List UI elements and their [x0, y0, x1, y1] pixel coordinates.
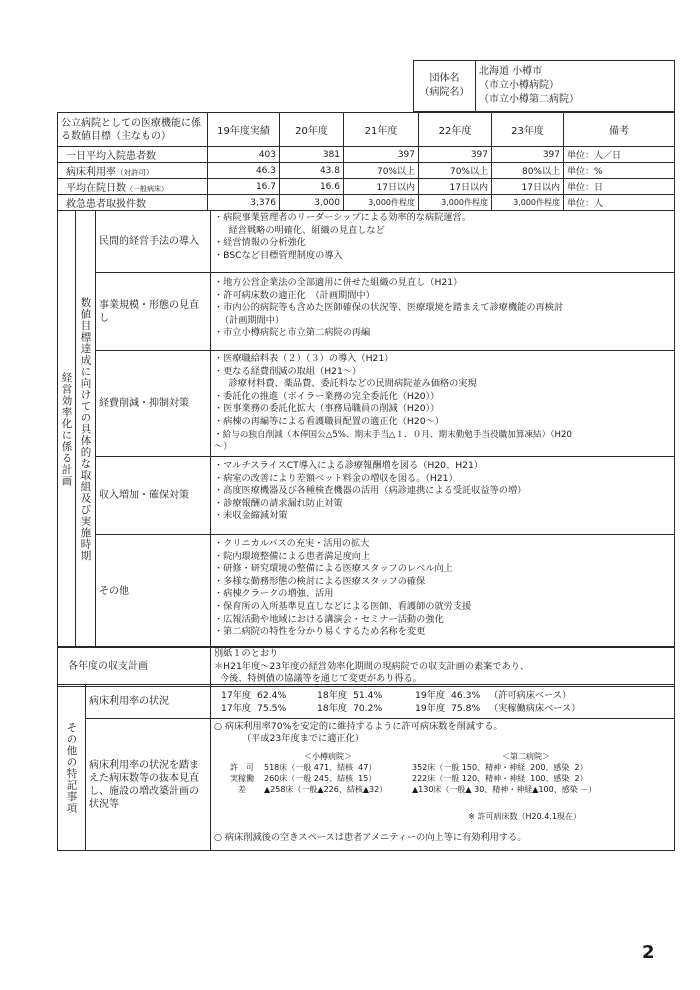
col-header: 備考	[564, 113, 675, 147]
plan-table	[57, 210, 675, 648]
plan-section-title: 経費削減・抑制対策	[96, 351, 211, 457]
cell-value: 381	[280, 147, 344, 163]
cell-value: 397	[492, 147, 564, 163]
review-intro-1: ○ 病床利用率70%を安定的に維持するように許可病床数を削減する。	[214, 721, 503, 732]
bed-table-headers	[214, 751, 671, 762]
table-row	[58, 179, 675, 195]
cell-note: 単位：人／日	[564, 147, 675, 163]
plan-section-items	[211, 211, 675, 273]
org-line-2: （市立小樽病院）	[479, 80, 559, 91]
cell-value: 80%以上	[492, 163, 564, 179]
row-label-text: 救急患者取扱件数	[66, 199, 146, 210]
budget-line: 別紙１のとおり	[214, 648, 279, 659]
list-item: ～）	[214, 441, 233, 453]
list-item: ・市立小樽病院と市立第二病院の再編	[214, 327, 371, 339]
bed-otaru: ▲258床（一般▲226、結核▲32）	[264, 785, 388, 794]
cell-value: 3,000件程度	[492, 195, 564, 211]
bed-second: ▲130床（一般▲ 30、精神・神経▲100、感染 －）	[412, 785, 597, 794]
cell-value: 16.7	[208, 179, 280, 195]
plan-row	[58, 273, 675, 351]
list-item: ・医療職給料表（２）（３）の導入（H21）	[214, 353, 394, 364]
list-item: ・病室の改善により差額ベット料金の増収を図る。（H21）	[214, 472, 458, 484]
rate-value: 70.2%	[353, 702, 383, 714]
plan-outer-label-cell	[58, 211, 76, 648]
cell-value: 3,000件程度	[344, 195, 419, 211]
list-item: ・地方公営企業法の全部適用に併せた組織の見直し（H21）	[214, 277, 463, 288]
cell-value: 397	[344, 147, 419, 163]
org-name	[476, 61, 675, 112]
rate-value: 46.3%	[451, 689, 481, 701]
bed-row-label: 実稼働	[230, 774, 254, 783]
list-item: ・高度医療機器及び各種検査機器の活用（病診連携による受託収益等の増）	[214, 485, 527, 497]
plan-section-title: 収入増加・確保対策	[96, 457, 211, 535]
cell-value: 70%以上	[344, 163, 419, 179]
plan-inner-label: 数値目標達成に向けての具体的な取組及び実施時期	[79, 296, 92, 562]
cell-value: 3,376	[208, 195, 280, 211]
page-number: 2	[642, 942, 655, 963]
year-label: 18年度	[317, 702, 348, 714]
list-item: ・給与の独自削減（本俸国公△5%、期末手当△１．０月、期末勤勉手当役職加算凍結）（H20	[214, 429, 572, 440]
table-row	[214, 762, 671, 773]
review-content	[211, 719, 675, 851]
rate-value: 51.4%	[353, 689, 383, 701]
cell-value: 43.8	[280, 163, 344, 179]
list-item: ・クリニカルパスの充実・活用の拡大	[214, 538, 370, 549]
table-row	[58, 163, 675, 179]
row-label-text: 病床利用率	[66, 167, 116, 178]
cell-value: 17日以内	[344, 179, 419, 195]
plan-section-items	[211, 535, 675, 648]
row-label	[58, 179, 208, 195]
org-label: 団体名 （病院名）	[414, 61, 476, 112]
bed-otaru: 260床（一般 245、結核 15）	[264, 774, 377, 783]
list-item: 診療材料費、薬品費、委託料などの民間病院並み価格の実現	[214, 378, 477, 390]
org-line-1: 北海道 小樽市	[479, 66, 543, 77]
occupancy-values	[211, 685, 675, 719]
cell-value: 70%以上	[419, 163, 492, 179]
plan-section-title: 民間的経営手法の導入	[96, 211, 211, 273]
year-label: 19年度	[415, 689, 446, 701]
cell-value: 3,000	[280, 195, 344, 211]
cell-value: 397	[419, 147, 492, 163]
row-label-text: 一日平均入院患者数	[66, 151, 156, 162]
list-item: ・院内環境整備による患者満足度向上	[214, 550, 371, 562]
table-row	[58, 147, 675, 163]
cell-note: 単位：%	[564, 163, 675, 179]
basis-note: （実稼働病床ベース）	[489, 702, 581, 714]
list-item: ・更なる経費削減の取組（H21～）	[214, 365, 362, 377]
bed-otaru: 518床（一般 471、結核 47）	[264, 763, 377, 772]
list-item: ・許可病床数の適正化 （計画期間中）	[214, 289, 375, 301]
cell-value: 403	[208, 147, 280, 163]
targets-table	[57, 112, 675, 211]
col-header-second: ＜第二病院＞	[502, 752, 550, 761]
review-title: 病床利用率の状況を踏まえた病床数等の抜本見直し、施設の増改築計画の状況等	[86, 719, 211, 851]
col-header: 20年度	[280, 113, 344, 147]
plan-row	[58, 535, 675, 648]
bed-second: 352床（一般 150、精神・神経 200、感染 2）	[412, 763, 588, 772]
targets-header-label: 公立病院としての医療機能に係る数値目標（主なもの）	[58, 113, 208, 147]
table-row	[58, 195, 675, 211]
occupancy-row-1	[221, 689, 671, 702]
col-header: 19年度実績	[208, 113, 280, 147]
plan-row	[58, 351, 675, 457]
rate-value: 62.4%	[257, 689, 287, 701]
budget-lines	[211, 647, 675, 687]
col-header: 22年度	[419, 113, 492, 147]
list-item: ・保育所の入所基準見直しなどによる医師、看護師の就労支援	[214, 600, 472, 612]
budget-title: 各年度の収支計画	[58, 647, 211, 687]
year-label: 17年度	[221, 702, 252, 714]
plan-row	[58, 211, 675, 273]
year-label: 18年度	[317, 689, 348, 701]
plan-row	[58, 457, 675, 535]
row-label	[58, 163, 208, 179]
list-item: ・医事業務の委託化拡大（事務局職員の削減（H20））	[214, 403, 440, 415]
rate-value: 75.5%	[257, 702, 287, 714]
cell-note: 単位：日	[564, 179, 675, 195]
year-label: 17年度	[221, 689, 252, 701]
org-line-3: （市立小樽第二病院）	[479, 94, 579, 105]
list-item: ・マルチスライスCT導入による診療報酬増を図る（H20、H21）	[214, 460, 483, 471]
row-label-sub: （一般病床）	[126, 185, 168, 193]
review-closing: ○ 病床削減後の空きスペースは患者アメニティーの向上等に有効利用する。	[214, 832, 527, 843]
plan-section-items	[211, 457, 675, 535]
list-item: 経営戦略の明確化、組織の見直しなど	[214, 224, 385, 236]
cell-value: 3,000件程度	[419, 195, 492, 211]
plan-outer-label: 経営効率化に係る計画	[60, 371, 73, 487]
list-item: ・広報活動や地域における講演会・セミナー活動の強化	[214, 613, 444, 625]
list-item: ・多様な勤務形態の検討による医療スタッフの確保	[214, 575, 426, 587]
list-item: （計画期間中）	[214, 314, 285, 326]
row-label-text: 平均在院日数	[66, 183, 126, 194]
list-item: ・診療報酬の請求漏れ防止対策	[214, 497, 343, 509]
org-box	[413, 60, 675, 112]
occupancy-title: 病床利用率の状況	[86, 685, 211, 719]
plan-section-items	[211, 351, 675, 457]
rate-value: 75.8%	[451, 702, 481, 714]
occupancy-row-2	[221, 702, 671, 715]
basis-note: （許可病床ベース）	[489, 689, 572, 701]
review-intro-2: （平成23年度までに適正化）	[242, 733, 364, 744]
list-item: ・経営情報の分析強化	[214, 237, 306, 249]
budget-line: 今後、特例債の協議等を通じて変更があり得る。	[214, 673, 422, 685]
cell-value: 46.3	[208, 163, 280, 179]
budget-table	[57, 646, 675, 687]
plan-section-title: 事業規模・形態の見直し	[96, 273, 211, 351]
cell-note: 単位：人	[564, 195, 675, 211]
bed-second: 222床（一般 120、精神・神経 100、感染 2）	[412, 774, 588, 783]
list-item: ・第二病院の特性を分かり易くするため名称を変更	[214, 626, 426, 638]
bed-row-label: 許 可	[230, 763, 254, 772]
list-item: ・BSCなど目標管理制度の導入	[214, 249, 343, 261]
row-label	[58, 195, 208, 211]
cell-value: 16.6	[280, 179, 344, 195]
year-label: 19年度	[415, 702, 446, 714]
list-item: ・病棟の再編等による看護職員配置の適正化（H20～）	[214, 415, 444, 427]
other-table	[57, 684, 675, 851]
plan-section-title: その他	[96, 535, 211, 648]
row-label	[58, 147, 208, 163]
col-header-otaru: ＜小樽病院＞	[304, 752, 352, 761]
plan-section-items	[211, 273, 675, 351]
list-item: ・研修・研究環境の整備による医療スタッフのレベル向上	[214, 563, 453, 575]
budget-line: ＊H21年度～23年度の経営効率化期間の現病院での収支計画の素案であり、	[214, 660, 530, 672]
cell-value: 17日以内	[492, 179, 564, 195]
plan-inner-label-cell	[76, 211, 96, 648]
row-label-sub: （対許可）	[116, 168, 154, 177]
list-item: ・病院事業管理者のリーダーシップによる効率的な病院運営。	[214, 212, 471, 223]
list-item: ・未収金縮減対策	[214, 510, 288, 522]
list-item: ・委託化の推進（ボイラー業務の完全委託化（H20））	[214, 390, 440, 402]
list-item: ・病棟クラークの増強、活用	[214, 588, 334, 600]
list-item: ・市内公的病院等も含めた医師確保の状況等、医療環境を踏まえて診療機能の再検討	[214, 302, 564, 314]
table-row	[214, 784, 671, 795]
bed-row-label: 差	[238, 785, 246, 794]
col-header: 21年度	[344, 113, 419, 147]
other-label: その他の特記事項	[65, 721, 78, 814]
other-label-cell	[58, 685, 86, 851]
table-row	[214, 773, 671, 784]
col-header: 23年度	[492, 113, 564, 147]
cell-value: 17日以内	[419, 179, 492, 195]
review-footnote: ※ 許可病床数（H20.4.1現在）	[468, 812, 581, 821]
